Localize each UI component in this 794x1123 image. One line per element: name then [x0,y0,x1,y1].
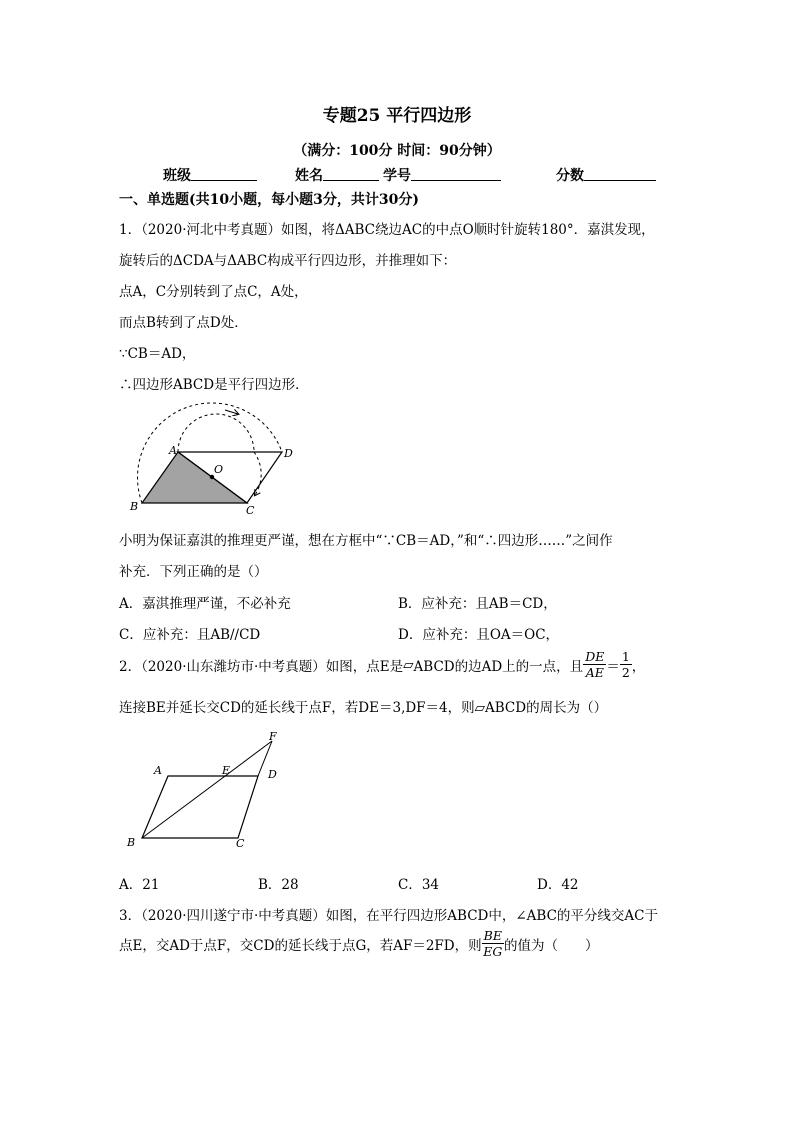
q1-line4: 而点B转到了点D处． [119,315,248,331]
fraction-numerator: DE [585,649,605,664]
label-d: D [268,768,277,781]
class-field [163,165,257,185]
q2-option-d: D．42 [537,877,579,893]
q1-option-c: C．应补充：且AB//CD [119,627,261,643]
q1-option-a: A．嘉淇推理严谨，不必补充 [119,596,291,612]
triangle-abc-shaded [142,452,247,503]
q3-line2-pre: 点E，交AD于点F，交CD的延长线于点G，若AF＝2FD，则 [119,937,482,954]
exam-subtitle: （满分：100分 时间：90分钟） [293,143,501,159]
q2-line1-mid: ABCD的边AD上的一点，且 [413,658,584,675]
parallelogram-symbol: ▱ [403,656,414,673]
q2-line1-pre: 2．（2020·山东潍坊市·中考真题）如图，点E是 [119,658,404,675]
fraction-numerator: BE [483,928,502,943]
q2-option-a: A．21 [119,877,160,893]
fraction-denominator: AE [585,665,604,680]
q1-line6: ∴四边形ABCD是平行四边形． [119,377,309,393]
fraction-one-half [620,649,632,680]
label-f: F [269,730,277,743]
name-field [295,165,379,185]
label-d: D [284,447,293,460]
label-b: B [130,500,139,513]
line-bf [142,741,272,838]
q1-line1: 1．（2020·河北中考真题）如图，将ΔABC绕边AC的中点O顺时针旋转180°．嘉淇发现， [119,222,655,238]
section-title: 一、单选题(共10小题，每小题3分，共计30分) [119,192,419,208]
fraction-be-eg [482,928,504,959]
label-a: A [169,444,177,457]
q2-option-b: B．28 [258,877,299,893]
q1-option-d: D．应补充：且OA＝OC， [398,627,560,643]
q2-line2: 连接BE并延长交CD的延长线于点F，若DE＝3,DF＝4，则▱ABCD的周长为（） [119,700,608,716]
q3-line2-end: 的值为（ ） [503,937,599,954]
id-field [383,165,501,185]
score-blank [584,167,656,181]
class-blank [191,167,257,181]
fraction-denominator: EG [483,944,503,959]
q1-option-b: B．应补充：且AB＝CD， [398,596,557,612]
q1-line2: 旋转后的ΔCDA与ΔABC构成平行四边形，并推理如下： [119,253,457,269]
inner-rotation-arc-top [178,414,254,452]
label-b: B [127,836,136,849]
q1-line7: 小明为保证嘉淇的推理更严谨，想在方框中“∵CB＝AD，”和“∴四边形……”之间作 [119,533,613,549]
label-c: C [236,837,245,850]
label-c: C [246,504,255,515]
q2-line1-end: ， [631,658,646,675]
score-field [556,165,656,185]
page-title: 专题25 平行四边形 [322,106,472,126]
q3-line1: 3．（2020·四川遂宁市·中考真题）如图，在平行四边形ABCD中，∠ABC的平分线交AC于 [119,908,658,924]
q2-line1 [119,649,645,680]
label-e: E [222,764,231,777]
id-blank [411,167,501,181]
label-o: O [214,463,224,476]
score-label: 分数 [556,168,584,184]
q3-line2 [119,928,598,959]
fraction-de-ae [583,649,606,680]
equals-sign: ＝ [606,658,620,675]
id-label: 学号 [383,168,411,184]
name-label: 姓名 [295,168,323,184]
outer-arc-arrow [225,410,238,414]
fraction-denominator: 2 [621,665,630,680]
q2-option-c: C．34 [398,877,440,893]
name-blank [323,167,379,181]
q2-parallelogram-figure [120,728,290,853]
q1-line5: ∵CB＝AD， [119,346,196,362]
q1-line8: 补充．下列正确的是（） [119,564,268,580]
fraction-numerator: 1 [621,649,630,664]
q1-line3: 点A，C分别转到了点C，A处， [119,284,308,300]
class-label: 班级 [163,168,191,184]
parallelogram-abcd [142,776,258,838]
q1-rotation-figure [120,400,310,515]
label-a: A [154,764,162,777]
